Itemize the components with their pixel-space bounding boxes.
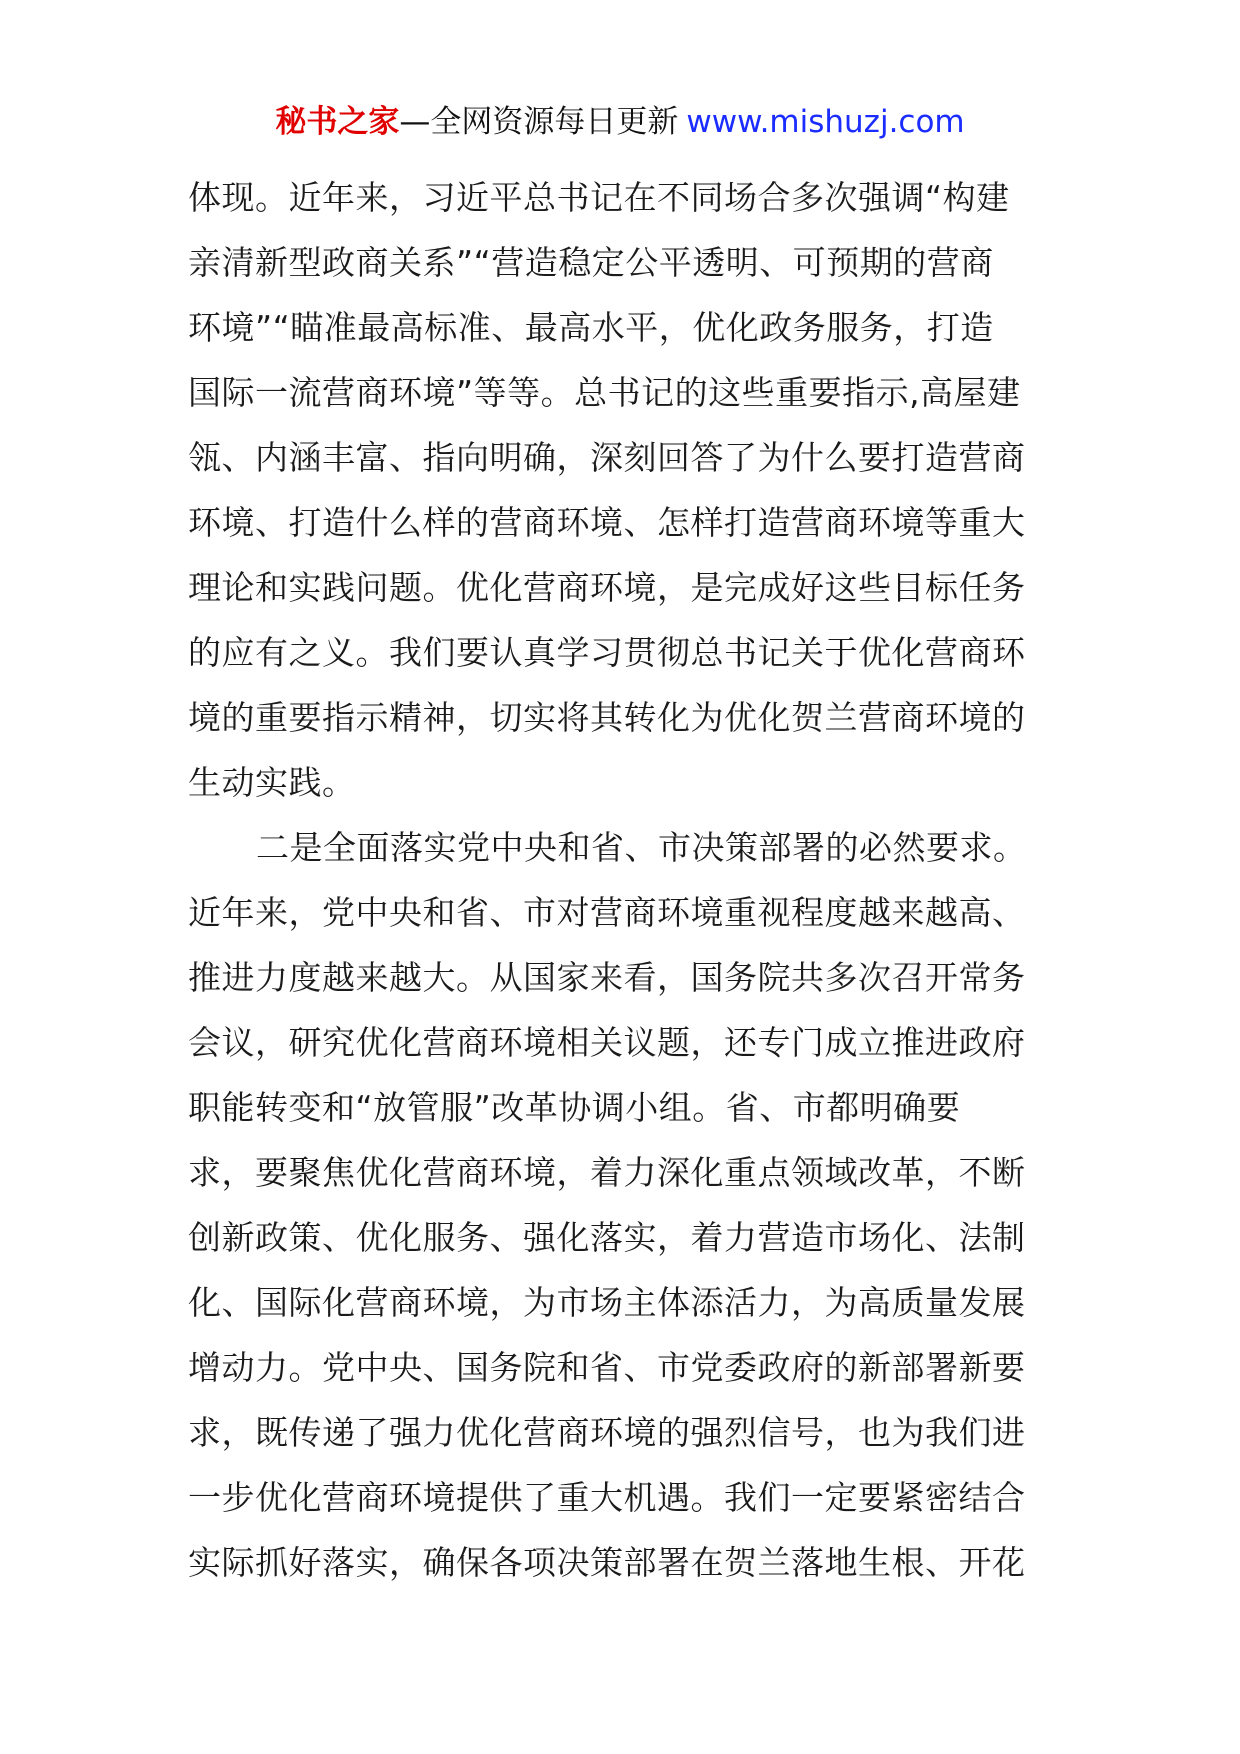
text-line: 化、国际化营商环境，为市场主体添活力，为高质量发展 [188, 1283, 1026, 1322]
text-line: 会议，研究优化营商环境相关议题，还专门成立推进政府 [188, 1023, 1026, 1062]
text-line: 瓴、内涵丰富、指向明确，深刻回答了为什么要打造营商 [188, 438, 1026, 477]
text-line: 理论和实践问题。优化营商环境，是完成好这些目标任务 [188, 568, 1026, 607]
text-line: 推进力度越来越大。从国家来看，国务院共多次召开常务 [188, 958, 1026, 997]
text-line: 一步优化营商环境提供了重大机遇。我们一定要紧密结合 [188, 1478, 1026, 1517]
paragraph-1 [188, 165, 1068, 815]
text-line: 亲清新型政商关系”“营造稳定公平透明、可预期的营商 [188, 243, 994, 282]
page-header [0, 102, 1240, 142]
text-line: 体现。近年来，习近平总书记在不同场合多次强调“构建 [188, 178, 1010, 217]
text-line: 境的重要指示精神，切实将其转化为优化贺兰营商环境的 [188, 698, 1026, 737]
paragraph-2 [188, 815, 1068, 1595]
text-line: 增动力。党中央、国务院和省、市党委政府的新部署新要 [188, 1348, 1026, 1387]
text-line: 生动实践。 [188, 763, 356, 802]
text-line: 实际抓好落实，确保各项决策部署在贺兰落地生根、开花 [188, 1543, 1026, 1582]
text-line: 环境”“瞄准最高标准、最高水平，优化政务服务，打造 [188, 308, 994, 347]
site-url-link[interactable]: www.mishuzj.com [686, 104, 965, 140]
site-tagline: —全网资源每日更新 [399, 104, 679, 140]
text-line: 国际一流营商环境”等等。总书记的这些重要指示,高屋建 [188, 373, 1021, 412]
text-line: 求，既传递了强力优化营商环境的强烈信号，也为我们进 [188, 1413, 1026, 1452]
site-brand: 秘书之家 [275, 104, 400, 140]
text-line: 环境、打造什么样的营商环境、怎样打造营商环境等重大 [188, 503, 1026, 542]
text-line: 职能转变和“放管服”改革协调小组。省、市都明确要 [188, 1088, 961, 1127]
text-line: 近年来，党中央和省、市对营商环境重视程度越来越高、 [188, 893, 1026, 932]
text-line: 求，要聚焦优化营商环境，着力深化重点领域改革，不断 [188, 1153, 1026, 1192]
text-line: 创新政策、优化服务、强化落实，着力营造市场化、法制 [188, 1218, 1026, 1257]
text-line: 二是全面落实党中央和省、市决策部署的必然要求。 [256, 828, 1027, 867]
document-body [188, 165, 1068, 1595]
text-line: 的应有之义。我们要认真学习贯彻总书记关于优化营商环 [188, 633, 1026, 672]
